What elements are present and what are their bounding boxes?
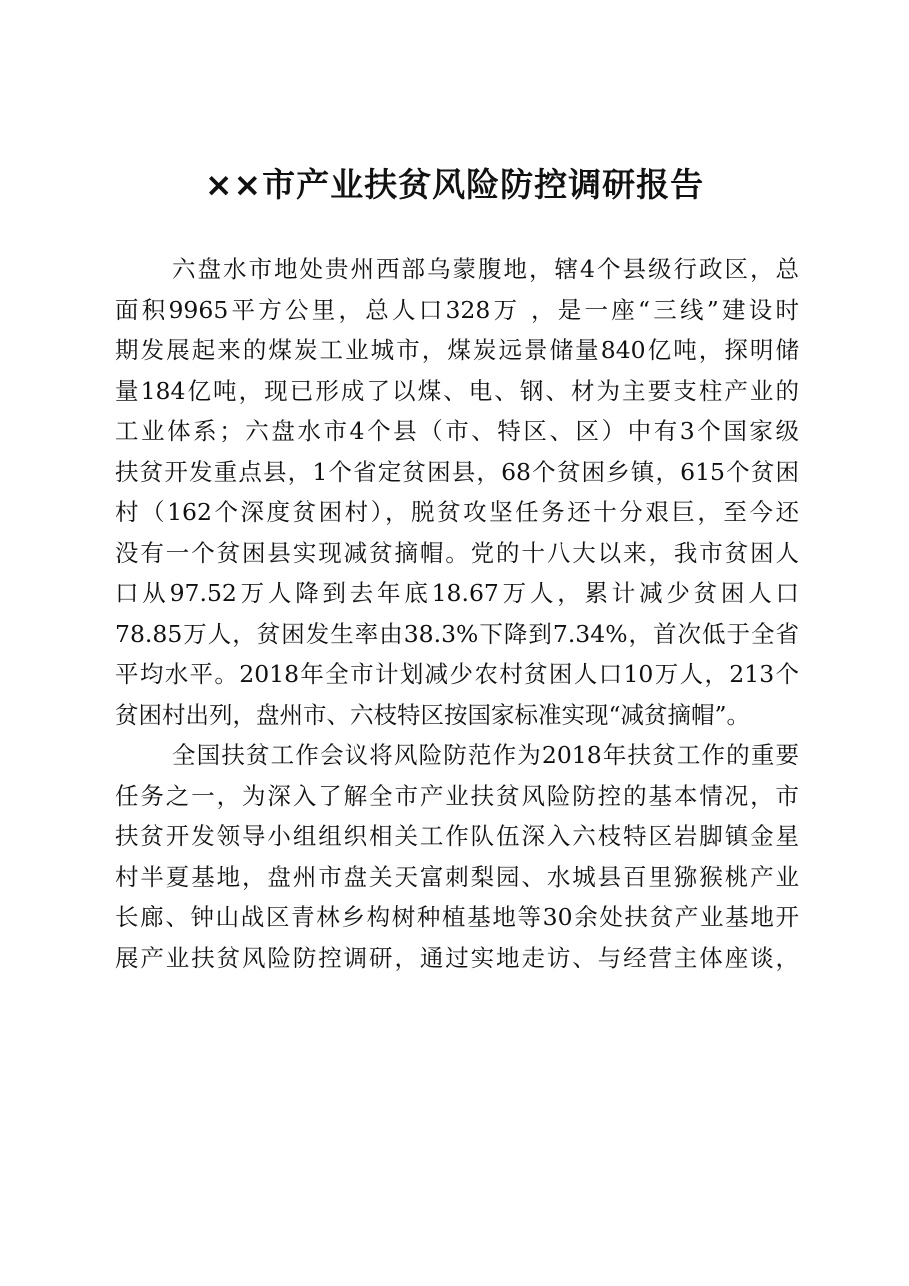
text-line: 量184亿吨，现已形成了以煤、电、钢、材为主要支柱产业的 xyxy=(115,376,799,405)
text-line: 六盘水市地处贵州西部乌蒙腹地，辖4个县级行政区，总 xyxy=(172,255,799,283)
text-line: 工业体系；六盘水市4个县（市、特区、区）中有3个国家级 xyxy=(115,417,799,445)
document-body xyxy=(115,249,799,978)
text-line: 扶贫开发领导小组组织相关工作队伍深入六枝特区岩脚镇金星 xyxy=(115,822,799,850)
document-title: ××市产业扶贫风险防控调研报告 xyxy=(204,165,705,204)
text-line: 没有一个贫困县实现减贫摘帽。党的十八大以来，我市贫困人 xyxy=(115,538,799,567)
text-line: 村半夏基地，盘州市盘关天富刺梨园、水城县百里猕猴桃产业 xyxy=(115,862,799,891)
text-line: 任务之一，为深入了解全市产业扶贫风险防控的基本情况，市 xyxy=(115,781,799,810)
text-line: 扶贫开发重点县，1个省定贫困县，68个贫困乡镇，615个贫困 xyxy=(115,457,799,486)
text-line: 期发展起来的煤炭工业城市，煤炭远景储量840亿吨，探明储 xyxy=(115,336,799,364)
text-line: 78.85万人，贫困发生率由38.3%下降到7.34%，首次低于全省 xyxy=(115,619,799,648)
text-line: 贫困村出列，盘州市、六枝特区按国家标准实现“减贫摘帽”。 xyxy=(115,700,751,729)
text-line: 展产业扶贫风险防控调研，通过实地走访、与经营主体座谈， xyxy=(115,943,799,972)
text-line: 平均水平。2018年全市计划减少农村贫困人口10万人，213个 xyxy=(115,660,799,688)
text-line: 村（162个深度贫困村），脱贫攻坚任务还十分艰巨，至今还 xyxy=(115,498,799,526)
paragraph-2 xyxy=(115,735,799,978)
text-line: 长廊、钟山战区青林乡构树种植基地等30余处扶贫产业基地开 xyxy=(115,903,799,931)
paragraph-1 xyxy=(115,249,799,735)
text-line: 全国扶贫工作会议将风险防范作为2018年扶贫工作的重要 xyxy=(172,741,799,769)
text-line: 口从97.52万人降到去年底18.67万人，累计减少贫困人口 xyxy=(115,579,799,607)
text-line: 面积9965平方公里，总人口328万 ，是一座“三线”建设时 xyxy=(115,295,799,324)
